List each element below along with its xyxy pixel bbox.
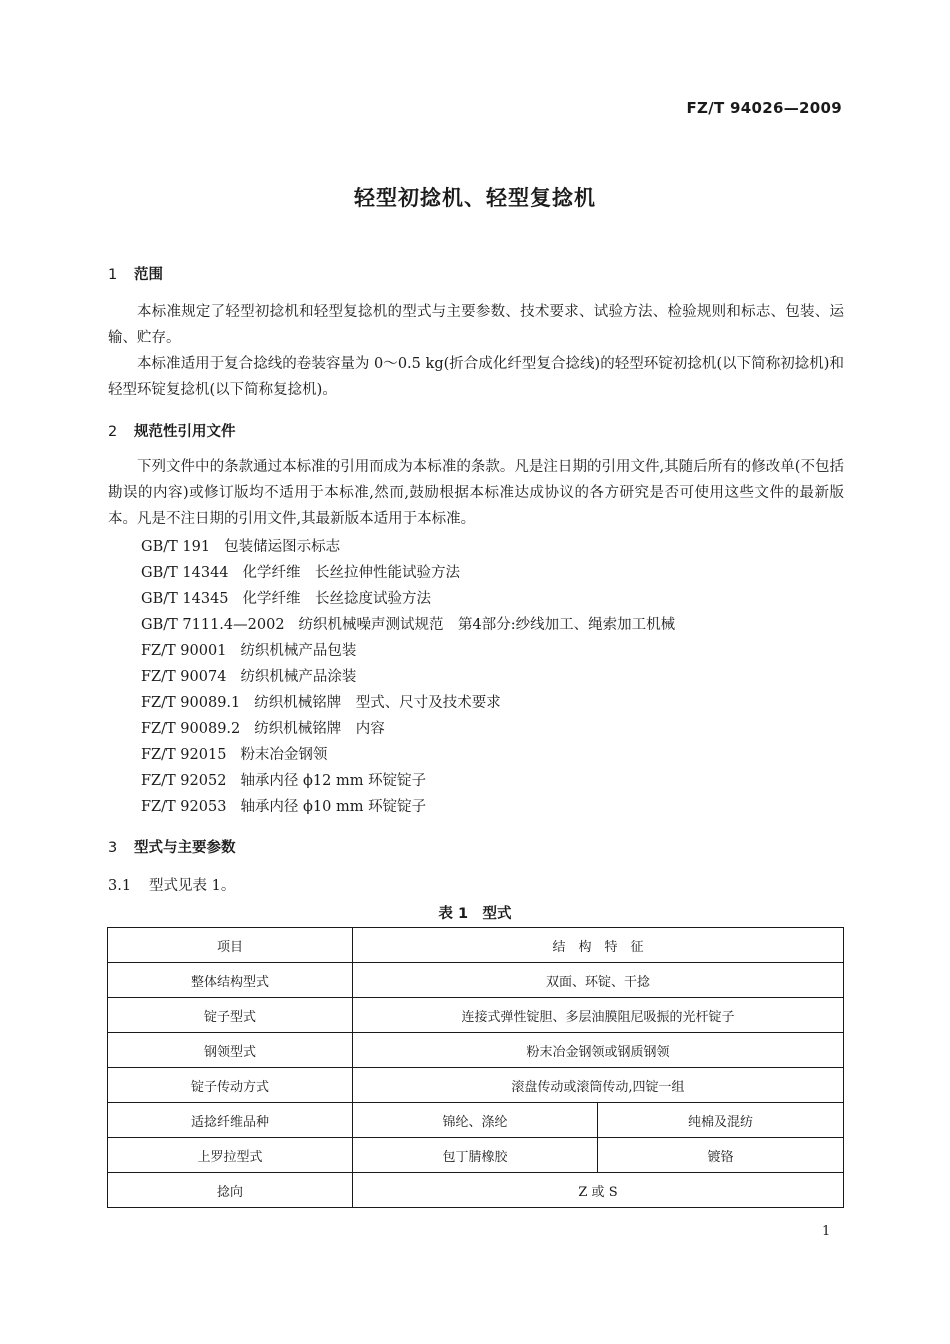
reference-title: 纺织机械产品包装 bbox=[240, 643, 357, 659]
table-row bbox=[108, 1103, 844, 1138]
table-cell-value-b: 纯棉及混纺 bbox=[598, 1103, 844, 1138]
reference-item bbox=[141, 613, 675, 634]
table-header-cell: 项目 bbox=[108, 928, 353, 963]
reference-title: 化学纤维 长丝捻度试验方法 bbox=[242, 591, 432, 607]
section-3-heading bbox=[108, 836, 236, 857]
table-cell-value: 双面、环锭、干捻 bbox=[353, 963, 844, 998]
table-cell-item: 适捻纤维品种 bbox=[108, 1103, 353, 1138]
table-caption: 表 1 型式 bbox=[438, 906, 512, 922]
table-row bbox=[108, 998, 844, 1033]
reference-code: FZ/T 90074 bbox=[141, 669, 227, 685]
table-row bbox=[108, 1138, 844, 1173]
section-title: 范围 bbox=[134, 267, 163, 283]
reference-item bbox=[141, 769, 426, 790]
section-title: 规范性引用文件 bbox=[134, 424, 236, 440]
table-header-row bbox=[108, 928, 844, 963]
reference-code: GB/T 14344 bbox=[141, 565, 229, 581]
reference-item bbox=[141, 665, 356, 686]
reference-title: 纺织机械铭牌 型式、尺寸及技术要求 bbox=[254, 695, 501, 711]
section-1-paragraph-1: 本标准规定了轻型初捻机和轻型复捻机的型式与主要参数、技术要求、试验方法、检验规则和标志、包装、运输、贮存。 bbox=[108, 304, 844, 346]
table-cell-item: 锭子型式 bbox=[108, 998, 353, 1033]
reference-code: GB/T 191 bbox=[141, 539, 211, 555]
subsection-3-1 bbox=[108, 874, 235, 895]
reference-code: FZ/T 92052 bbox=[141, 773, 227, 789]
reference-code: FZ/T 92015 bbox=[141, 747, 227, 763]
table-row bbox=[108, 963, 844, 998]
table-row bbox=[108, 1068, 844, 1103]
reference-title: 纺织机械铭牌 内容 bbox=[254, 721, 385, 737]
reference-item bbox=[141, 691, 501, 712]
table-header-cell: 结 构 特 征 bbox=[353, 928, 844, 963]
subsection-number: 3.1 bbox=[108, 878, 132, 894]
table-row bbox=[108, 1033, 844, 1068]
reference-code: GB/T 14345 bbox=[141, 591, 229, 607]
table-cell-value-a: 包丁腈橡胶 bbox=[353, 1138, 598, 1173]
table-row bbox=[108, 1173, 844, 1208]
reference-title: 化学纤维 长丝拉伸性能试验方法 bbox=[242, 565, 461, 581]
reference-item bbox=[141, 639, 356, 660]
reference-title: 包装储运图示标志 bbox=[224, 539, 341, 555]
section-2-paragraph: 下列文件中的条款通过本标准的引用而成为本标准的条款。凡是注日期的引用文件,其随后所有的修改单(不包括勘误的内容)或修订版均不适用于本标准,然而,鼓励根据本标准达成协议的各方研究是否可使用这些文件的最新版本。凡是不注日期的引用文件,其最新版本适用于本标准。 bbox=[108, 459, 844, 527]
reference-item bbox=[141, 795, 426, 816]
subsection-text: 型式见表 1。 bbox=[149, 878, 236, 894]
table-cell-value: 滚盘传动或滚筒传动,四锭一组 bbox=[353, 1068, 844, 1103]
table-cell-value: 粉末冶金钢领或钢质钢领 bbox=[353, 1033, 844, 1068]
page-number: 1 bbox=[822, 1224, 831, 1239]
reference-item bbox=[141, 561, 460, 582]
section-number: 3 bbox=[108, 840, 118, 856]
table-cell-item: 锭子传动方式 bbox=[108, 1068, 353, 1103]
table-cell-value: 连接式弹性锭胆、多层油膜阻尼吸振的光杆锭子 bbox=[353, 998, 844, 1033]
reference-title: 纺织机械产品涂装 bbox=[240, 669, 357, 685]
section-1-heading bbox=[108, 263, 163, 284]
reference-item bbox=[141, 535, 340, 556]
reference-item bbox=[141, 717, 385, 738]
table-cell-item: 整体结构型式 bbox=[108, 963, 353, 998]
reference-code: GB/T 7111.4—2002 bbox=[141, 617, 285, 633]
section-title: 型式与主要参数 bbox=[134, 840, 236, 856]
standard-code: FZ/T 94026—2009 bbox=[686, 99, 842, 117]
reference-code: FZ/T 90089.1 bbox=[141, 695, 241, 711]
table-cell-value-a: 锦纶、涤纶 bbox=[353, 1103, 598, 1138]
table-cell-item: 钢领型式 bbox=[108, 1033, 353, 1068]
table-cell-item: 上罗拉型式 bbox=[108, 1138, 353, 1173]
reference-title: 轴承内径 ϕ12 mm 环锭锭子 bbox=[240, 773, 427, 789]
reference-item bbox=[141, 743, 327, 764]
reference-item bbox=[141, 587, 431, 608]
section-2-heading bbox=[108, 420, 236, 441]
reference-title: 轴承内径 ϕ10 mm 环锭锭子 bbox=[240, 799, 427, 815]
section-number: 2 bbox=[108, 424, 118, 440]
table-cell-value-b: 镀铬 bbox=[598, 1138, 844, 1173]
reference-code: FZ/T 90089.2 bbox=[141, 721, 241, 737]
table-cell-item: 捻向 bbox=[108, 1173, 353, 1208]
table-cell-value: Z 或 S bbox=[353, 1173, 844, 1208]
reference-code: FZ/T 92053 bbox=[141, 799, 227, 815]
document-title: 轻型初捻机、轻型复捻机 bbox=[354, 186, 596, 210]
reference-title: 粉末冶金钢领 bbox=[240, 747, 328, 763]
reference-code: FZ/T 90001 bbox=[141, 643, 227, 659]
section-number: 1 bbox=[108, 267, 118, 283]
section-1-paragraph-2: 本标准适用于复合捻线的卷装容量为 0～0.5 kg(折合成化纤型复合捻线)的轻型环锭初捻机(以下简称初捻机)和轻型环锭复捻机(以下简称复捻机)。 bbox=[108, 356, 844, 398]
reference-title: 纺织机械噪声测试规范 第4部分:纱线加工、绳索加工机械 bbox=[298, 617, 676, 633]
type-table bbox=[107, 927, 844, 1208]
